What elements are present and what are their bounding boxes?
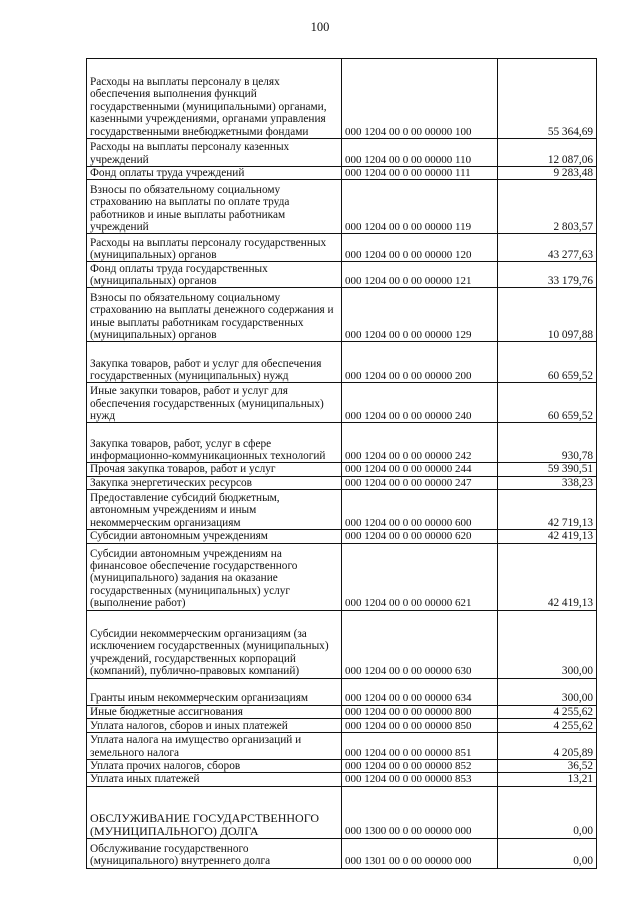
table-row: [87, 773, 597, 786]
table-row: [87, 423, 597, 463]
row-code: 000 1204 00 0 00 00000 852: [342, 760, 498, 773]
row-code: 000 1300 00 0 00 00000 000: [342, 786, 498, 838]
page-number: 100: [310, 20, 330, 34]
row-code: 000 1204 00 0 00 00000 620: [342, 530, 498, 543]
table-row: [87, 463, 597, 476]
row-code: 000 1204 00 0 00 00000 119: [342, 180, 498, 234]
row-code: 000 1204 00 0 00 00000 242: [342, 423, 498, 463]
row-code: 000 1204 00 0 00 00000 247: [342, 476, 498, 489]
row-name: Уплата иных платежей: [87, 773, 342, 786]
row-name: Уплата прочих налогов, сборов: [87, 760, 342, 773]
row-amount: 36,52: [498, 760, 597, 773]
row-amount: 60 659,52: [498, 383, 597, 423]
row-name: Уплата налогов, сборов и иных платежей: [87, 719, 342, 733]
row-amount: 59 390,51: [498, 463, 597, 476]
row-code: 000 1204 00 0 00 00000 850: [342, 719, 498, 733]
table-row: [87, 838, 597, 868]
row-amount: 60 659,52: [498, 342, 597, 383]
row-code: 000 1204 00 0 00 00000 600: [342, 490, 498, 530]
table-row: [87, 719, 597, 733]
row-amount: 13,21: [498, 773, 597, 786]
table-row: [87, 705, 597, 718]
row-name: Расходы на выплаты персоналу в целях обеспечения выполнения функций государственными (муниципальными) органами, казенными учреждениями, органами управления государственными внебюджетными фондами: [87, 59, 342, 139]
row-code: 000 1204 00 0 00 00000 621: [342, 543, 498, 610]
row-amount: 338,23: [498, 476, 597, 489]
row-name: Расходы на выплаты персоналу казенных учреждений: [87, 139, 342, 167]
row-name: Субсидии автономным учреждениям: [87, 530, 342, 543]
table-row: [87, 234, 597, 262]
row-name: Закупка товаров, работ, услуг в сфере информационно-коммуникационных технологий: [87, 423, 342, 463]
row-amount: 930,78: [498, 423, 597, 463]
table-row: [87, 342, 597, 383]
row-amount: 9 283,48: [498, 167, 597, 180]
table-row: [87, 530, 597, 543]
table-row: [87, 476, 597, 489]
row-amount: 55 364,69: [498, 59, 597, 139]
row-amount: 42 719,13: [498, 490, 597, 530]
row-code: 000 1204 00 0 00 00000 851: [342, 733, 498, 760]
row-code: 000 1204 00 0 00 00000 200: [342, 342, 498, 383]
row-code: 000 1204 00 0 00 00000 630: [342, 610, 498, 678]
row-code: 000 1204 00 0 00 00000 110: [342, 139, 498, 167]
table-row: [87, 288, 597, 342]
table-row: [87, 610, 597, 678]
row-name: Иные бюджетные ассигнования: [87, 705, 342, 718]
row-amount: 42 419,13: [498, 530, 597, 543]
row-amount: 0,00: [498, 786, 597, 838]
budget-table: [86, 58, 597, 869]
row-name: Фонд оплаты труда учреждений: [87, 167, 342, 180]
row-name: Расходы на выплаты персоналу государственных (муниципальных) органов: [87, 234, 342, 262]
table-row: [87, 678, 597, 705]
row-amount: 33 179,76: [498, 262, 597, 288]
row-name: Закупка товаров, работ и услуг для обеспечения государственных (муниципальных) нужд: [87, 342, 342, 383]
row-code: 000 1204 00 0 00 00000 853: [342, 773, 498, 786]
row-amount: 4 255,62: [498, 705, 597, 718]
row-code: 000 1204 00 0 00 00000 244: [342, 463, 498, 476]
table-row: [87, 733, 597, 760]
row-name: Гранты иным некоммерческим организациям: [87, 678, 342, 705]
row-amount: 0,00: [498, 838, 597, 868]
row-name: Субсидии некоммерческим организациям (за исключением государственных (муниципальных) учреждений, государственных корпораций (компаний), публично-правовых компаний): [87, 610, 342, 678]
row-name: Предоставление субсидий бюджетным, автономным учреждениям и иным некоммерческим организациям: [87, 490, 342, 530]
row-amount: 4 255,62: [498, 719, 597, 733]
row-name: Взносы по обязательному социальному страхованию на выплаты по оплате труда работников и иные выплаты работникам учреждений: [87, 180, 342, 234]
row-code: 000 1204 00 0 00 00000 800: [342, 705, 498, 718]
row-amount: 12 087,06: [498, 139, 597, 167]
row-name: Взносы по обязательному социальному страхованию на выплаты денежного содержания и иные выплаты работникам государственных (муниципальных) органов: [87, 288, 342, 342]
row-code: 000 1301 00 0 00 00000 000: [342, 838, 498, 868]
row-name: Уплата налога на имущество организаций и земельного налога: [87, 733, 342, 760]
table-row: [87, 167, 597, 180]
row-amount: 4 205,89: [498, 733, 597, 760]
row-code: 000 1204 00 0 00 00000 120: [342, 234, 498, 262]
table-row: [87, 760, 597, 773]
row-name: Фонд оплаты труда государственных (муниципальных) органов: [87, 262, 342, 288]
table-row: [87, 180, 597, 234]
table-row: [87, 139, 597, 167]
row-name: Обслуживание государственного (муниципального) внутреннего долга: [87, 838, 342, 868]
row-code: 000 1204 00 0 00 00000 100: [342, 59, 498, 139]
row-code: 000 1204 00 0 00 00000 111: [342, 167, 498, 180]
table-row: [87, 786, 597, 838]
table-row: [87, 262, 597, 288]
row-code: 000 1204 00 0 00 00000 634: [342, 678, 498, 705]
row-amount: 300,00: [498, 678, 597, 705]
row-name: Прочая закупка товаров, работ и услуг: [87, 463, 342, 476]
table-row: [87, 490, 597, 530]
row-name: Субсидии автономным учреждениям на финансовое обеспечение государственного (муниципального) задания на оказание государственных (муниципальных) услуг (выполнение работ): [87, 543, 342, 610]
row-code: 000 1204 00 0 00 00000 240: [342, 383, 498, 423]
row-name: Закупка энергетических ресурсов: [87, 476, 342, 489]
row-amount: 43 277,63: [498, 234, 597, 262]
row-amount: 10 097,88: [498, 288, 597, 342]
row-code: 000 1204 00 0 00 00000 121: [342, 262, 498, 288]
row-name: ОБСЛУЖИВАНИЕ ГОСУДАРСТВЕННОГО (МУНИЦИПАЛЬНОГО) ДОЛГА: [87, 786, 342, 838]
row-code: 000 1204 00 0 00 00000 129: [342, 288, 498, 342]
row-amount: 42 419,13: [498, 543, 597, 610]
table-row: [87, 383, 597, 423]
table-row: [87, 543, 597, 610]
table-row: [87, 59, 597, 139]
row-amount: 300,00: [498, 610, 597, 678]
row-amount: 2 803,57: [498, 180, 597, 234]
row-name: Иные закупки товаров, работ и услуг для обеспечения государственных (муниципальных) нужд: [87, 383, 342, 423]
